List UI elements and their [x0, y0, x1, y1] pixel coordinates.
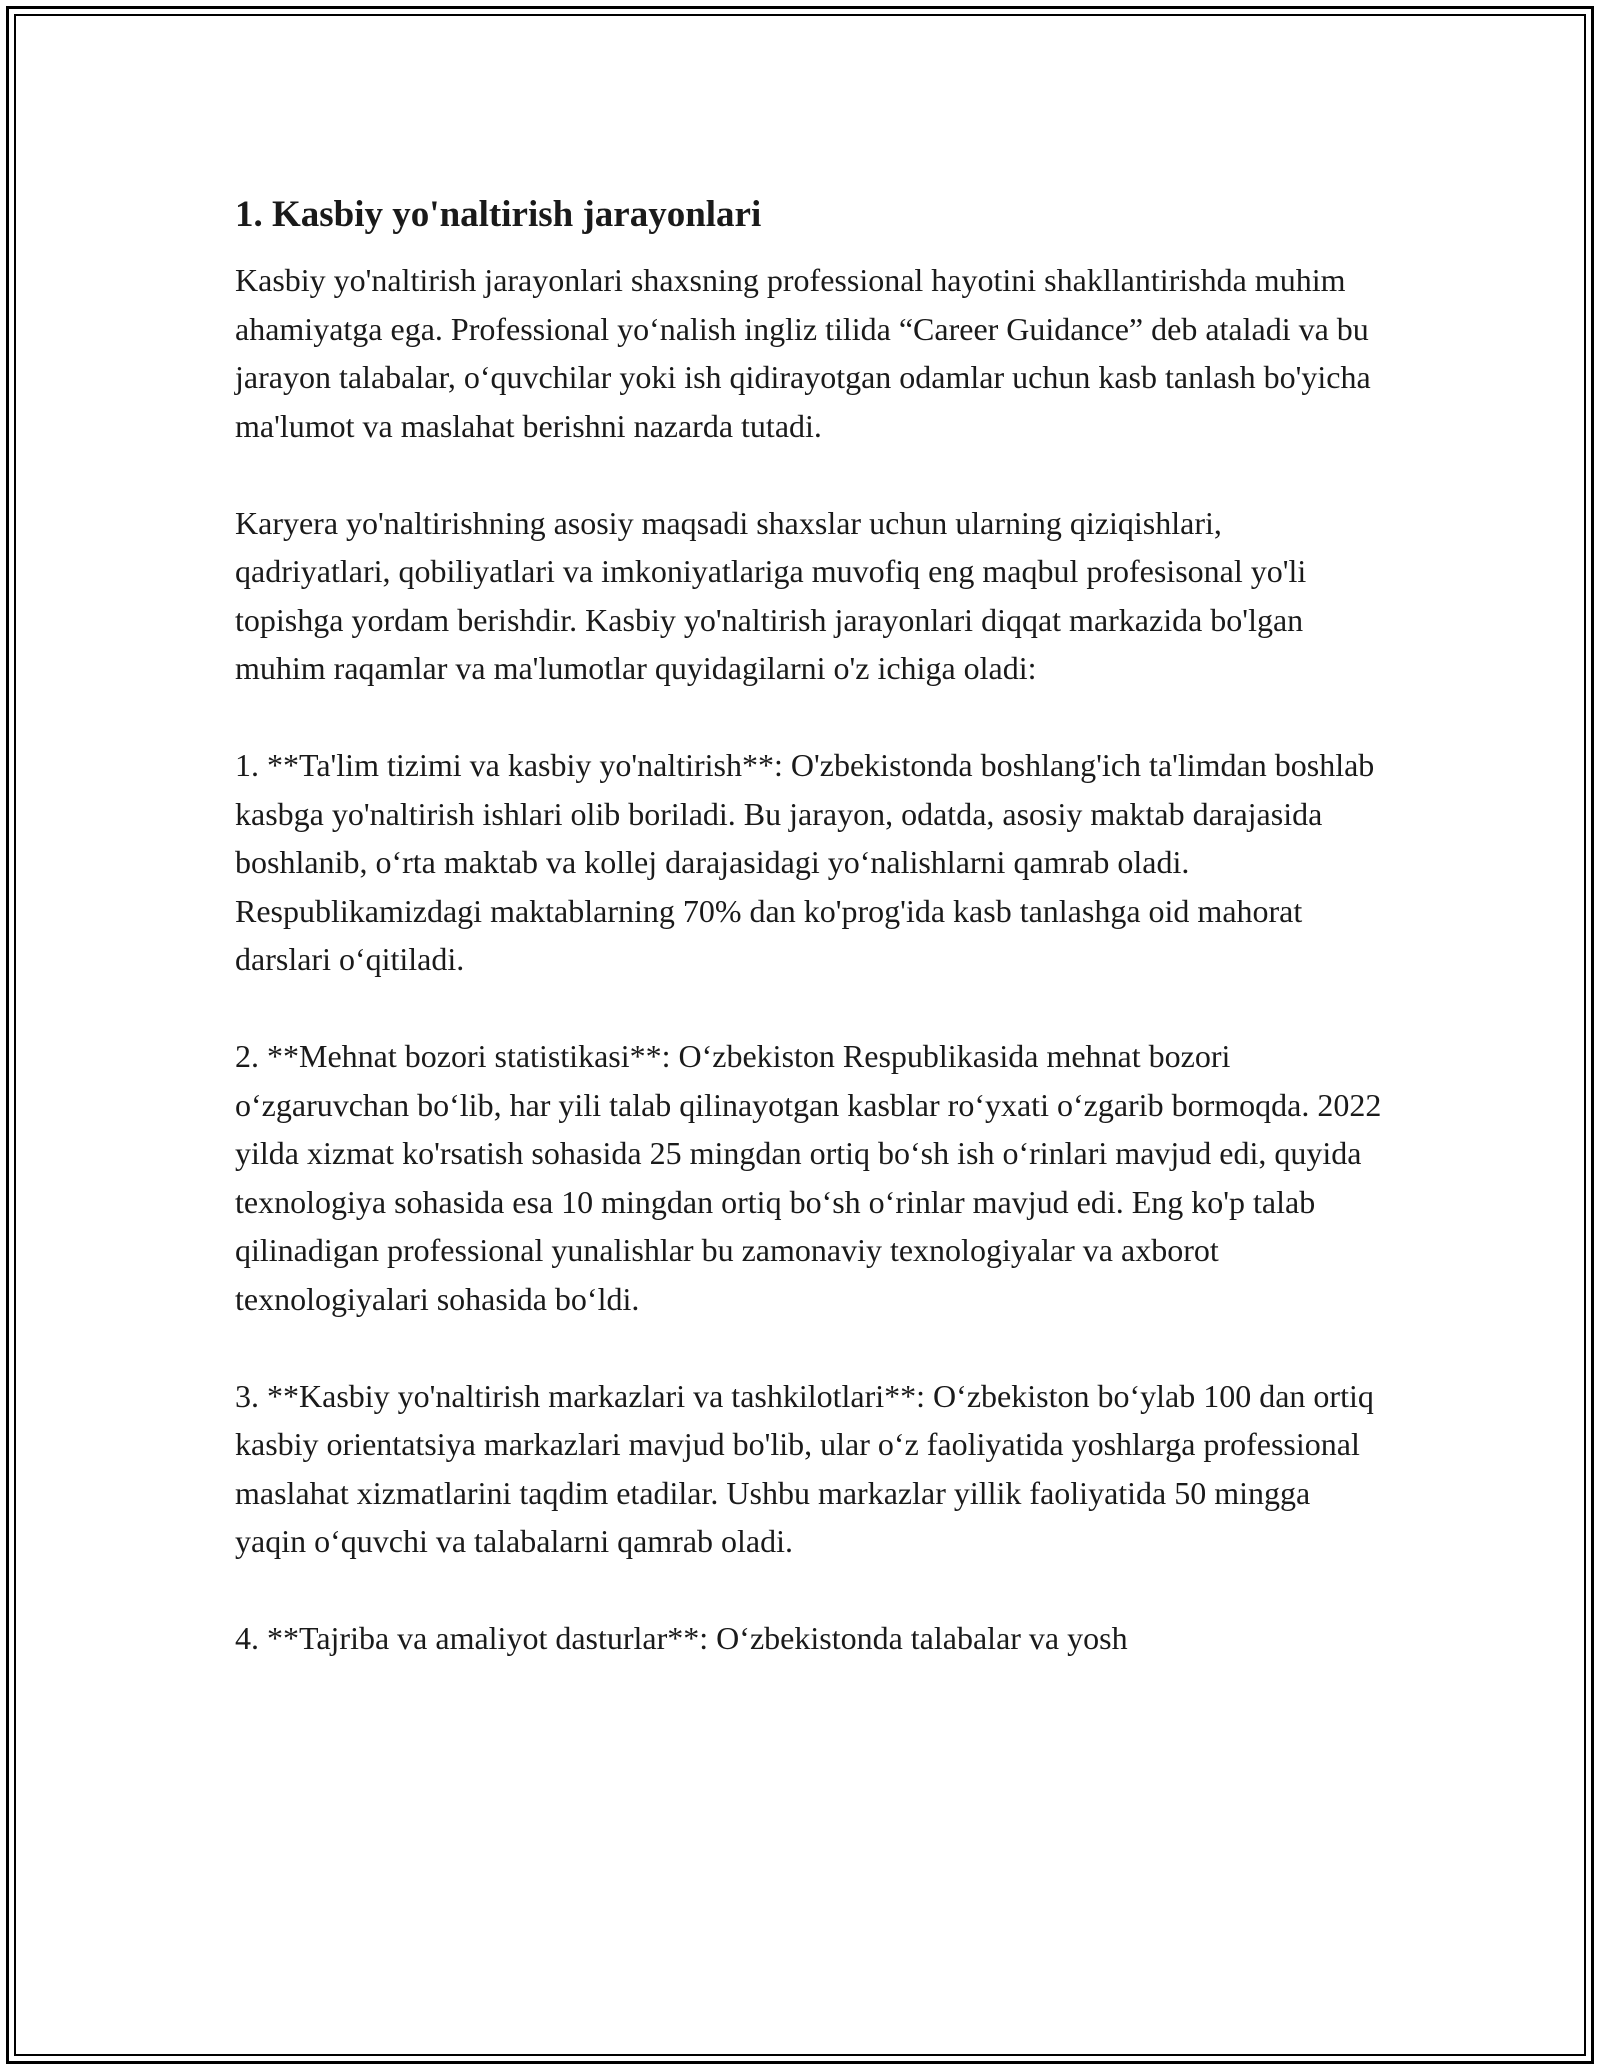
paragraph-intro: Kasbiy yo'naltirish jarayonlari shaxsning professional hayotini shakllantirishda muhim ahamiyatga ega. Professional yo‘nalish ingliz tilida “Career Guidance” deb ataladi va bu jarayon talabalar, o‘quvchilar yoki ish qidirayotgan odamlar uchun kasb tanlash bo'yicha ma'lumot va maslahat berishni nazarda tutadi.: [235, 262, 1371, 444]
list-item-education-system: 1. **Ta'lim tizimi va kasbiy yo'naltirish**: O'zbekistonda boshlang'ich ta'limdan boshlab kasbga yo'naltirish ishlari olib boriladi. Bu jarayon, odatda, asosiy maktab darajasida boshlanib, o‘rta maktab va kollej darajasidagi yo‘nalishlarni qamrab oladi. Respublikamizdagi maktablarning 70% dan ko'prog'ida kasb tanlashga oid mahorat darslari o‘qitiladi.: [235, 747, 1375, 977]
document-body: [235, 180, 1385, 1663]
list-item-guidance-centers: 3. **Kasbiy yo'naltirish markazlari va tashkilotlari**: O‘zbekiston bo‘ylab 100 dan ortiq kasbiy orientatsiya markazlari mavjud bo'lib, ular o‘z faoliyatida yoshlarga professional maslahat xizmatlarini taqdim etadilar. Ushbu markazlar yillik faoliyatida 50 mingga yaqin o‘quvchi va talabalarni qamrab oladi.: [235, 1377, 1374, 1559]
list-item-labor-market: 2. **Mehnat bozori statistikasi**: O‘zbekiston Respublikasida mehnat bozori o‘zgaruvchan bo‘lib, har yili talab qilinayotgan kasblar ro‘yxati o‘zgarib bormoqda. 2022 yilda xizmat ko'rsatish sohasida 25 mingdan ortiq bo‘sh ish o‘rinlari mavjud edi, quyida texnologiya sohasida esa 10 mingdan ortiq bo‘sh o‘rinlar mavjud edi. Eng ko'p talab qilinadigan professional yunalishlar bu zamonaviy texnologiyalar va axborot texnologiyalari sohasida bo‘ldi.: [235, 1038, 1382, 1317]
paragraph-career-goal: Karyera yo'naltirishning asosiy maqsadi shaxslar uchun ularning qiziqishlari, qadriyatlari, qobiliyatlari va imkoniyatlariga muvofiq eng maqbul profesisonal yo'li topishga yordam berishdir. Kasbiy yo'naltirish jarayonlari diqqat markazida bo'lgan muhim raqamlar va ma'lumotlar quyidagilarni o'z ichiga oladi:: [235, 504, 1307, 686]
list-item-internship-programs: 4. **Tajriba va amaliyot dasturlar**: O‘zbekistonda talabalar va yosh: [235, 1620, 1128, 1656]
section-heading: 1. Kasbiy yo'naltirish jarayonlari: [235, 194, 762, 235]
